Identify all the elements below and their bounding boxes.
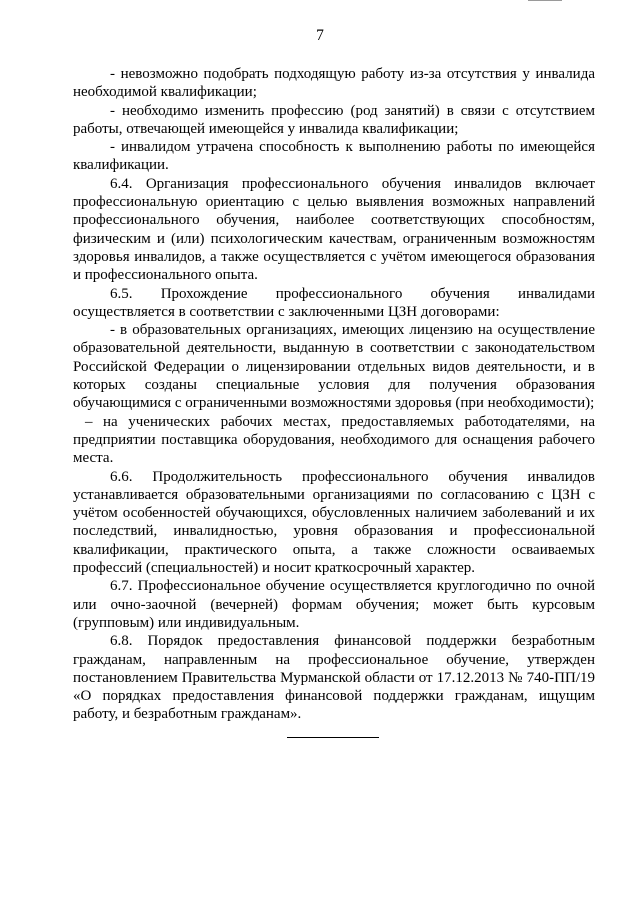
paragraph: - невозможно подобрать подходящую работу из-за отсутствия у инвалида необходимой квалификации;: [73, 66, 595, 101]
document-body: [73, 65, 595, 724]
page-number: 7: [316, 27, 324, 44]
paragraph: - в образовательных организациях, имеющих лицензию на осуществление образовательной деятельности, выданную в соответствии с законодательством Российской Федерации о лицензировании отдельных видов деятельности, и в которых созданы специальные условия для получения образования обучающимися с ограниченными возможностями здоровья (при необходимости);: [73, 322, 595, 412]
paragraph: 6.6. Продолжительность профессионального обучения инвалидов устанавливается образовательными организациями по согласованию с ЦЗН с учётом особенностей обучающихся, обусловленных наличием заболеваний и их последствий, инвалидностью, уровня образования и профессиональной квалификации, практического опыта, а также сложности осваиваемых профессий (специальностей) и носит краткосрочный характер.: [73, 468, 595, 577]
paragraph: - необходимо изменить профессию (род занятий) в связи с отсутствием работы, отвечающей имеющейся у инвалида квалификации;: [73, 102, 595, 137]
paragraph: 6.8. Порядок предоставления финансовой поддержки безработным гражданам, направленным на профессиональное обучение, утвержден постановлением Правительства Мурманской области от 17.12.2013 № 740-ПП/19 «О порядках предоставления финансовой поддержки гражданам, ищущим работу, и безработным гражданам».: [73, 633, 595, 723]
paragraph: – на ученических рабочих местах, предоставляемых работодателями, на предприятии поставщика оборудования, необходимого для оснащения рабочего места.: [73, 413, 595, 467]
paragraph: 6.4. Организация профессионального обучения инвалидов включает профессиональную ориентацию с целью выявления возможных направлений профессионального обучения, наиболее соответствующих способностям, физическим и (или) психологическим качествам, ограниченным возможностям здоровья инвалидов, а также осуществляется с учётом имеющегося образования и профессионального опыта.: [73, 175, 595, 284]
end-divider: [287, 737, 379, 738]
paragraph: - инвалидом утрачена способность к выполнению работы по имеющейся квалификации.: [73, 139, 595, 174]
paragraph: 6.7. Профессиональное обучение осуществляется круглогодично по очной или очно-заочной (вечерней) формам обучения; может быть курсовым (групповым) или индивидуальным.: [73, 578, 595, 631]
top-rule: [528, 0, 562, 1]
paragraph: 6.5. Прохождение профессионального обучения инвалидами осуществляется в соответствии с заключенными ЦЗН договорами:: [73, 285, 595, 320]
